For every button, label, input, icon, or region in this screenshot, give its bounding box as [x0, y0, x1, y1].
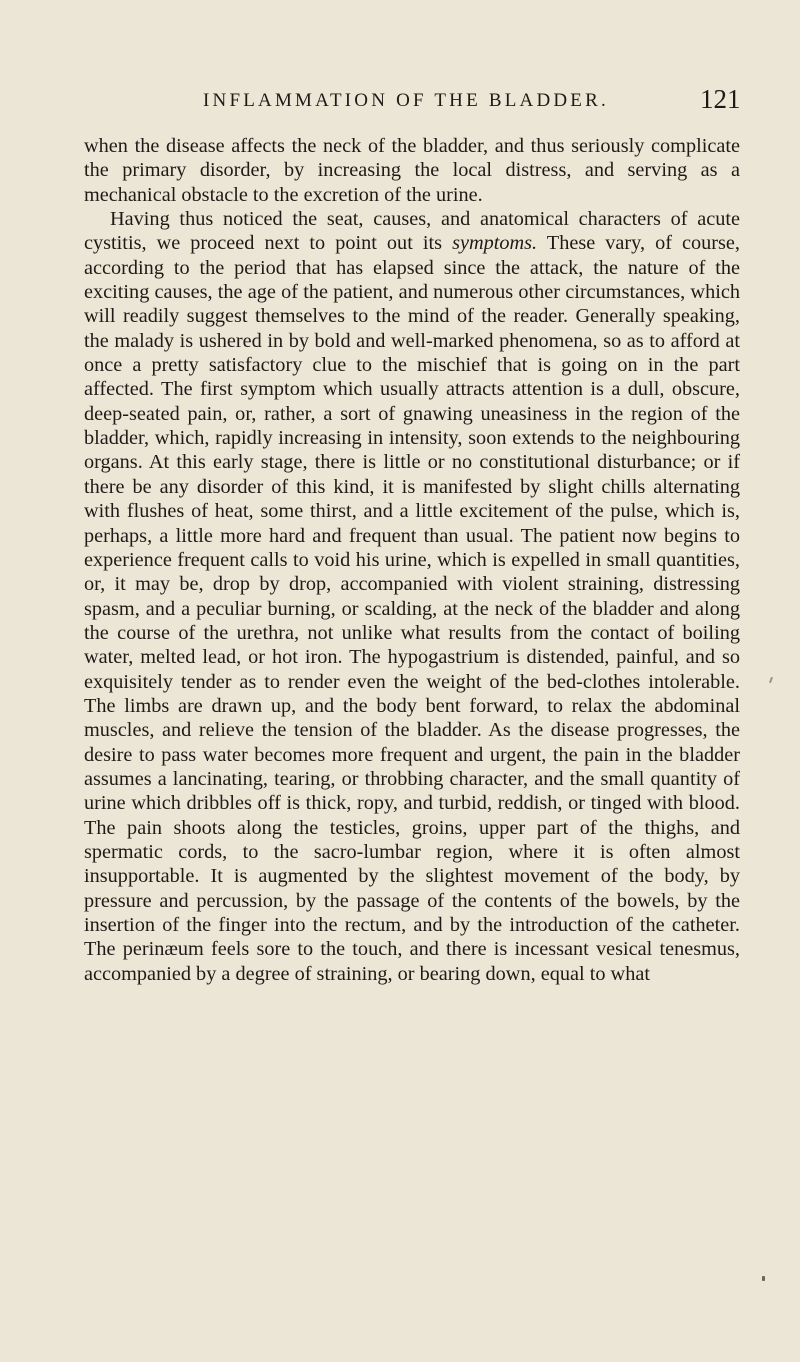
- page-number: 121: [700, 84, 741, 114]
- paragraph-symptoms-lead: Having thus noticed the seat, causes, and anatomical characters of acute cystitis, we proceed next to point out its: [84, 208, 740, 255]
- paper-speck: [769, 677, 773, 683]
- running-header: [0, 86, 800, 120]
- paragraph-symptoms: [84, 207, 740, 986]
- body-text: [84, 134, 740, 986]
- paragraph-symptoms-body: These vary, of course, according to the period that has elapsed since the attack, the nature of the exciting causes, the age of the patient, and numerous other circumstances, which will readily suggest themselves to the mind of the reader. Generally speaking, the malady is ushered in by bold and well-marked phenomena, so as to afford at once a pretty satisfactory clue to the mischief that is going on in the part affected. The first symptom which usually attracts attention is a dull, obscure, deep-seated pain, or, rather, a sort of gnawing uneasiness in the region of the bladder, which, rapidly increasing in intensity, soon extends to the neighbouring organs. At this early stage, there is little or no constitutional disturbance; or if there be any disorder of this kind, it is manifested by slight chills alternating with flushes of heat, some thirst, and a little excitement of the pulse, which is, perhaps, a little more hard and frequent than usual. The patient now begins to experience frequent calls to void his urine, which is expelled in small quantities, or, it may be, drop by drop, accompanied with violent straining, distressing spasm, and a peculiar burning, or scalding, at the neck of the bladder and along the course of the urethra, not unlike what results from the contact of boiling water, melted lead, or hot iron. The hypogastrium is distended, painful, and so exquisitely tender as to render even the weight of the bed-clothes intolerable. The limbs are drawn up, and the body bent forward, to relax the abdominal muscles, and relieve the tension of the bladder. As the disease progresses, the desire to pass water becomes more frequent and urgent, the pain in the bladder assumes a lancinating, tearing, or throbbing character, and the small quantity of urine which dribbles off is thick, ropy, and turbid, reddish, or tinged with blood. The pain shoots along the testicles, groins, upper part of the thighs, and spermatic cords, to the sacro-lumbar region, where it is often almost insupportable. It is augmented by the slightest movement of the body, by pressure and percussion, by the passage of the contents of the bowels, by the insertion of the finger into the rectum, and by the introduction of the catheter. The perinæum feels sore to the touch, and there is incessant vesical tenesmus, accompanied by a degree of straining, or bearing down, equal to what: [84, 232, 740, 985]
- paragraph-continuation: when the disease affects the neck of the bladder, and thus seriously complicate the primary disorder, by increasing the local distress, and serving as a mechanical obstacle to the excretion of the urine.: [84, 135, 740, 206]
- paper-speck: [762, 1276, 765, 1281]
- emphasized-term: symptoms.: [452, 232, 538, 255]
- running-title: INFLAMMATION OF THE BLADDER.: [203, 90, 609, 111]
